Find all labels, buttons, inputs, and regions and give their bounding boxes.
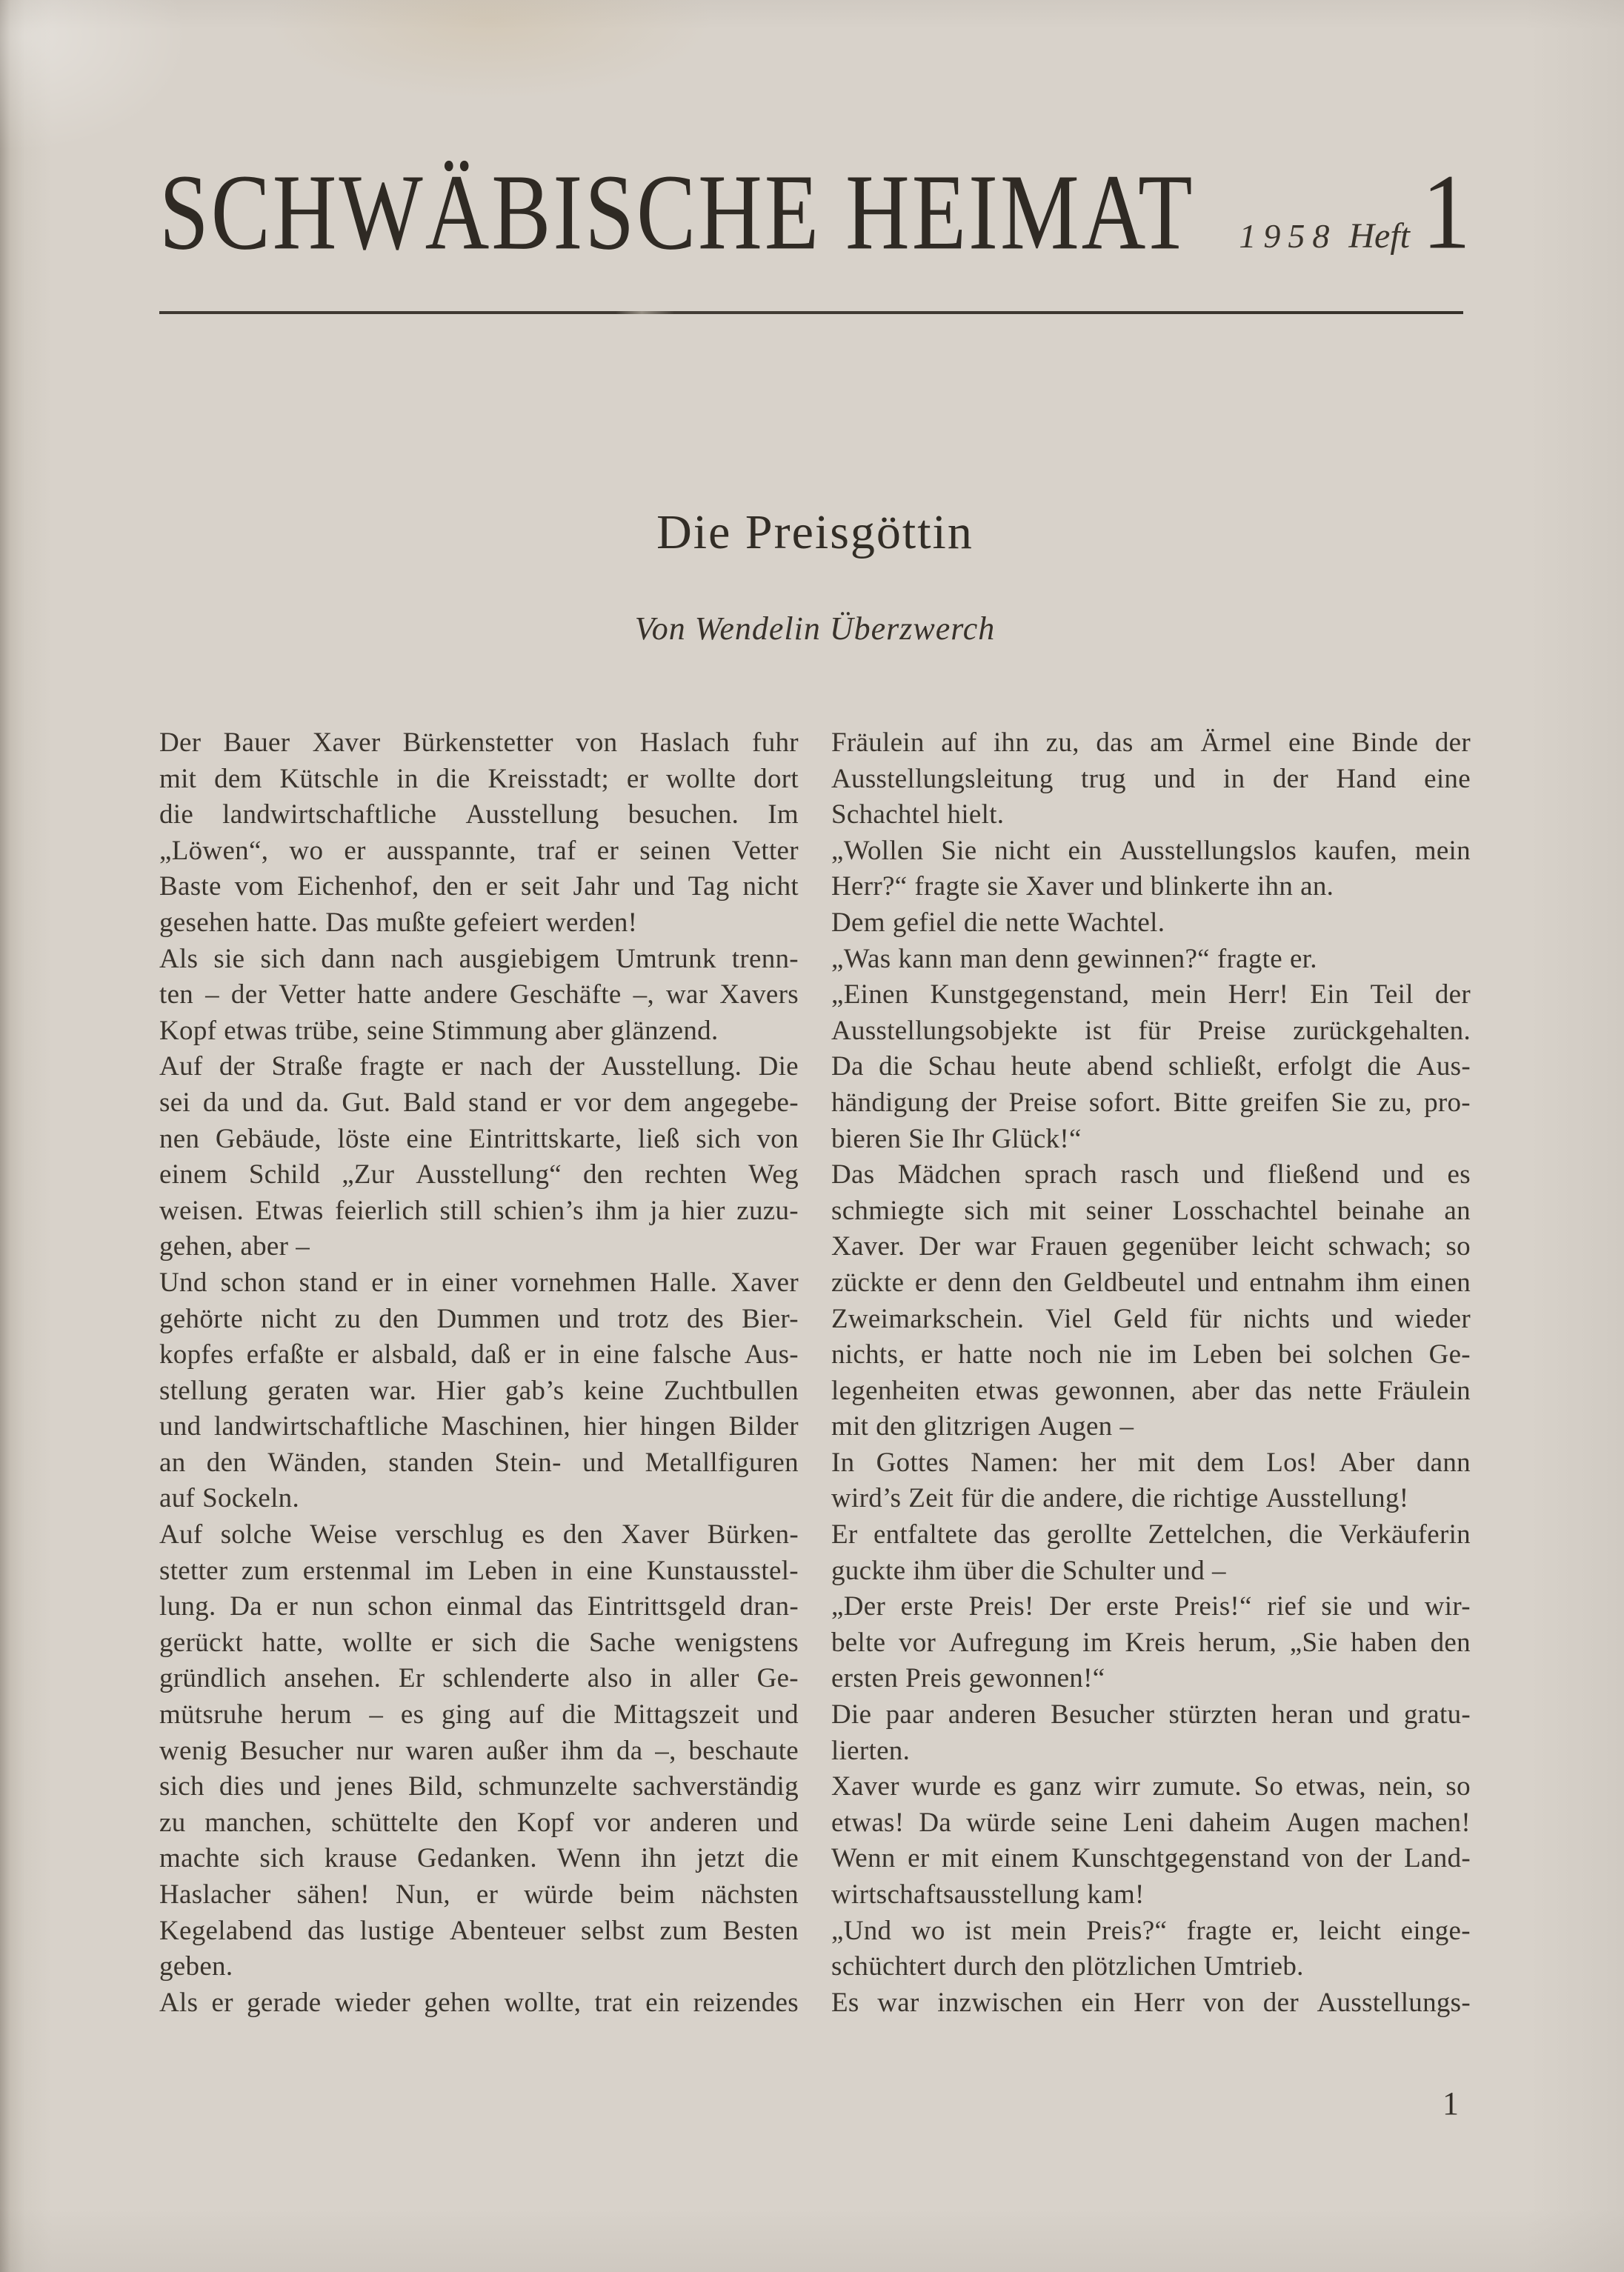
text-line: stellung geraten war. Hier gab’s keine Zuchtbullen	[159, 1375, 799, 1406]
text-line: gerückt hatte, wollte er sich die Sache wenigstens	[159, 1627, 799, 1658]
text-line: Herr?“ fragte sie Xaver und blinkerte ihn an.	[831, 871, 1334, 902]
text-line: Baste vom Eichenhof, den er seit Jahr und Tag nicht	[159, 871, 799, 902]
text-line: kopfes erfaßte er alsbald, daß er in eine falsche Aus-	[159, 1339, 799, 1370]
text-line: händigung der Preise sofort. Bitte greifen Sie zu, pro-	[831, 1087, 1471, 1118]
text-line: mit dem Kütschle in die Kreisstadt; er wollte dort	[159, 763, 799, 794]
text-line: „Und wo ist mein Preis?“ fragte er, leicht einge-	[831, 1915, 1471, 1946]
text-line: auf Sockeln.	[159, 1483, 299, 1514]
text-line: wenig Besucher nur waren außer ihm da –, beschaute	[159, 1735, 799, 1766]
text-line: Da die Schau heute abend schließt, erfolgt die Aus-	[831, 1051, 1471, 1082]
text-line: „Was kann man denn gewinnen?“ fragte er.	[831, 943, 1317, 974]
text-line: lung. Da er nun schon einmal das Eintrittsgeld dran-	[159, 1591, 799, 1622]
text-line: Ausstellungsleitung trug und in der Hand eine	[831, 763, 1471, 794]
divider-rule	[159, 311, 1463, 314]
masthead-issue-info	[1239, 151, 1471, 272]
article-byline: Von Wendelin Überzwerch	[634, 610, 996, 647]
text-line: Haslacher sähen! Nun, er würde beim nächsten	[159, 1879, 799, 1910]
text-line: an den Wänden, standen Stein- und Metallfiguren	[159, 1447, 799, 1478]
text-column-left	[159, 725, 799, 2021]
text-line: nichts, er hatte noch nie im Leben bei solchen Ge-	[831, 1339, 1471, 1370]
text-line: Wenn er mit einem Kunschtgegenstand von der Land-	[831, 1843, 1471, 1874]
text-line: Auf solche Weise verschlug es den Xaver Bürken-	[159, 1519, 799, 1550]
text-line: gehörte nicht zu den Dummen und trotz des Bier-	[159, 1303, 799, 1334]
text-line: Kegelabend das lustige Abenteuer selbst zum Besten	[159, 1915, 799, 1946]
text-line: etwas! Da würde seine Leni daheim Augen machen!	[831, 1807, 1471, 1838]
masthead-year: 1958	[1239, 217, 1337, 255]
text-line: Er entfaltete das gerollte Zettelchen, die Verkäuferin	[831, 1519, 1471, 1550]
text-line: Auf der Straße fragte er nach der Ausstellung. Die	[159, 1051, 799, 1082]
text-line: „Der erste Preis! Der erste Preis!“ rief sie und wir-	[831, 1591, 1471, 1622]
text-line: „Wollen Sie nicht ein Ausstellungslos kaufen, mein	[831, 835, 1471, 866]
text-line: Fräulein auf ihn zu, das am Ärmel eine Binde der	[831, 727, 1471, 758]
text-line: Und schon stand er in einer vornehmen Halle. Xaver	[159, 1267, 799, 1298]
text-line: gesehen hatte. Das mußte gefeiert werden!	[159, 907, 638, 938]
text-line: wird’s Zeit für die andere, die richtige Ausstellung!	[831, 1483, 1409, 1514]
text-line: einem Schild „Zur Ausstellung“ den rechten Weg	[159, 1159, 799, 1190]
page-number: 1	[1442, 2085, 1459, 2122]
text-line: legenheiten etwas gewonnen, aber das nette Fräulein	[831, 1375, 1471, 1406]
text-line: In Gottes Namen: her mit dem Los! Aber dann	[831, 1447, 1471, 1478]
text-line: „Löwen“, wo er ausspannte, traf er seinen Vetter	[159, 835, 799, 866]
text-line: Xaver wurde es ganz wirr zumute. So etwas, nein, so	[831, 1771, 1471, 1802]
text-line: „Einen Kunstgegenstand, mein Herr! Ein Teil der	[831, 979, 1471, 1010]
text-line: Der Bauer Xaver Bürkenstetter von Haslach fuhr	[159, 727, 799, 758]
text-line: Zweimarkschein. Viel Geld für nichts und wieder	[831, 1303, 1471, 1334]
masthead-issue-label: Heft	[1348, 216, 1410, 256]
text-column-right	[831, 725, 1471, 2021]
masthead	[159, 151, 1471, 273]
text-line: Als er gerade wieder gehen wollte, trat ein reizendes	[159, 1987, 799, 2018]
text-line: bieren Sie Ihr Glück!“	[831, 1123, 1082, 1154]
text-line: Als sie sich dann nach ausgiebigem Umtrunk trenn-	[159, 943, 799, 974]
text-line: Kopf etwas trübe, seine Stimmung aber glänzend.	[159, 1015, 719, 1046]
text-line: wirtschaftsausstellung kam!	[831, 1879, 1145, 1910]
text-line: belte vor Aufregung im Kreis herum, „Sie haben den	[831, 1627, 1471, 1658]
text-line: Schachtel hielt.	[831, 799, 1005, 830]
text-line: machte sich krause Gedanken. Wenn ihn jetzt die	[159, 1843, 799, 1874]
text-line: gründlich ansehen. Er schlenderte also in aller Ge-	[159, 1663, 799, 1694]
text-line: sich dies und jenes Bild, schmunzelte sachverständig	[159, 1771, 799, 1802]
text-line: ersten Preis gewonnen!“	[831, 1663, 1105, 1694]
masthead-issue-number: 1	[1422, 151, 1471, 272]
text-line: lierten.	[831, 1735, 911, 1766]
text-line: sei da und da. Gut. Bald stand er vor dem angegebe-	[159, 1087, 799, 1118]
text-line: Das Mädchen sprach rasch und fließend und es	[831, 1159, 1471, 1190]
text-line: Die paar anderen Besucher stürzten heran und gratu-	[831, 1699, 1471, 1730]
text-line: die landwirtschaftliche Ausstellung besuchen. Im	[159, 799, 799, 830]
text-line: Dem gefiel die nette Wachtel.	[831, 907, 1165, 938]
text-line: gehen, aber –	[159, 1231, 310, 1262]
text-line: nen Gebäude, löste eine Eintrittskarte, ließ sich von	[159, 1123, 799, 1154]
text-line: schmiegte sich mit seiner Losschachtel beinahe an	[831, 1195, 1471, 1226]
text-line: mütsruhe herum – es ging auf die Mittagszeit und	[159, 1699, 799, 1730]
text-line: Ausstellungsobjekte ist für Preise zurückgehalten.	[831, 1015, 1471, 1046]
text-line: stetter zum erstenmal im Leben in eine Kunstausstel-	[159, 1555, 799, 1586]
text-line: geben.	[159, 1951, 233, 1982]
text-line: schüchtert durch den plötzlichen Umtrieb.	[831, 1951, 1304, 1982]
text-line: guckte ihm über die Schulter und –	[831, 1555, 1226, 1586]
text-line: ten – der Vetter hatte andere Geschäfte –, war Xavers	[159, 979, 799, 1010]
article-title: Die Preisgöttin	[656, 505, 974, 559]
text-line: weisen. Etwas feierlich still schien’s ihm ja hier zuzu-	[159, 1195, 799, 1226]
masthead-title: SCHWÄBISCHE HEIMAT	[159, 151, 1195, 273]
text-line: zückte er denn den Geldbeutel und entnahm ihm einen	[831, 1267, 1471, 1298]
text-line: Xaver. Der war Frauen gegenüber leicht schwach; so	[831, 1231, 1471, 1262]
text-line: und landwirtschaftliche Maschinen, hier hingen Bilder	[159, 1411, 799, 1442]
text-line: Es war inzwischen ein Herr von der Ausstellungs-	[831, 1987, 1471, 2018]
text-line: mit den glitzrigen Augen –	[831, 1411, 1134, 1442]
text-line: zu manchen, schüttelte den Kopf vor anderen und	[159, 1807, 799, 1838]
